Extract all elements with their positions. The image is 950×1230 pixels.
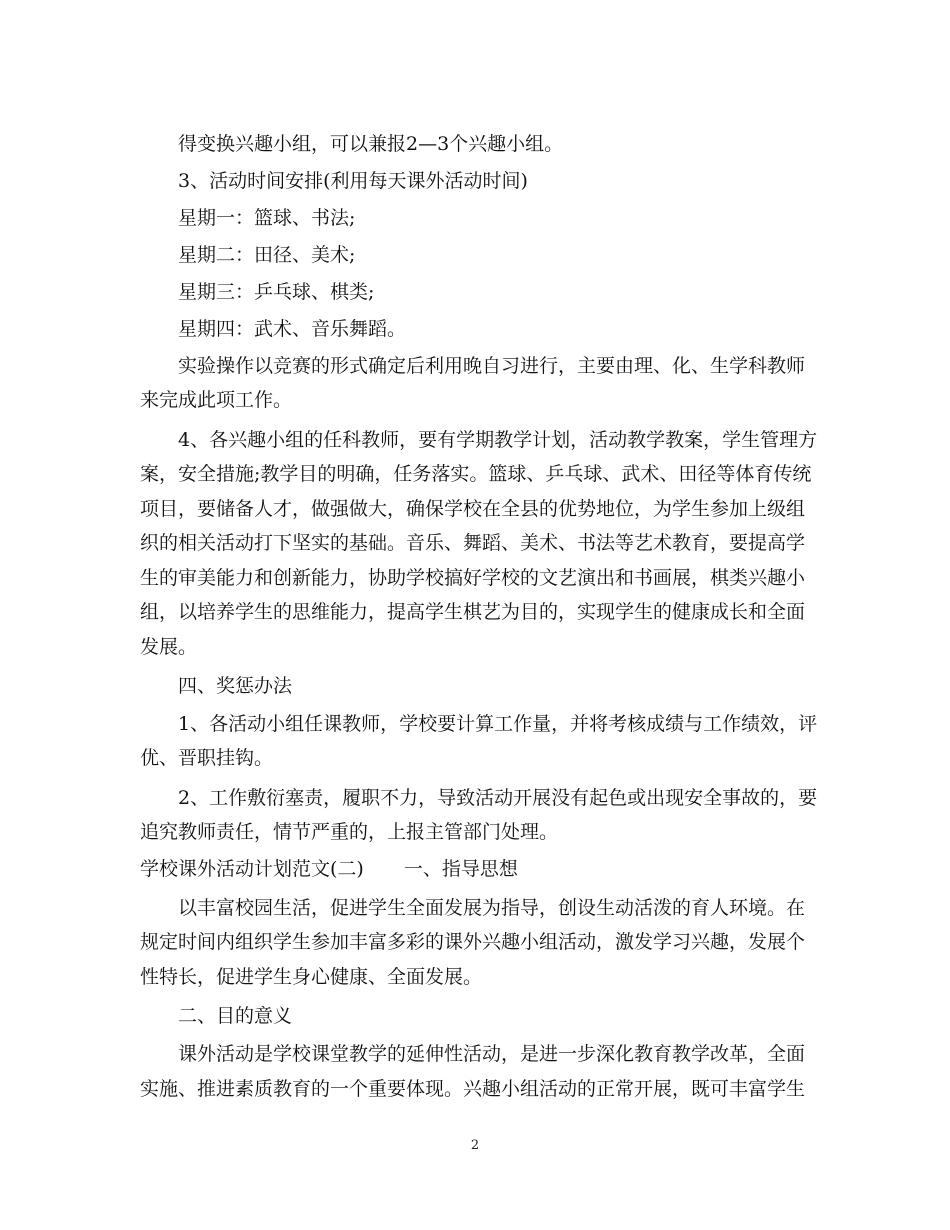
paragraph-line: 发展。 bbox=[140, 636, 198, 658]
section-heading: 一、指导思想 bbox=[403, 858, 518, 880]
paragraph-line: 组，以培养学生的思维能力，提高学生棋艺为目的，实现学生的健康成长和全面 bbox=[140, 601, 806, 623]
paragraph-line: 案，安全措施;教学目的明确，任务落实。篮球、乒乓球、武术、田径等体育传统 bbox=[140, 463, 812, 485]
section-heading: 四、奖惩办法 bbox=[178, 675, 293, 697]
document-title: 学校课外活动计划范文(二) bbox=[140, 858, 364, 880]
paragraph-line: 生的审美能力和创新能力，协助学校搞好学校的文艺演出和书画展，棋类兴趣小 bbox=[140, 567, 806, 589]
paragraph-line: 优、晋职挂钩。 bbox=[140, 747, 274, 769]
paragraph-line: 课外活动是学校课堂教学的延伸性活动，是进一步深化教育教学改革，全面 bbox=[178, 1043, 806, 1065]
schedule-monday: 星期一：篮球、书法; bbox=[178, 207, 356, 229]
schedule-tuesday: 星期二：田径、美术; bbox=[178, 244, 356, 266]
paragraph-line: 性特长，促进学生身心健康、全面发展。 bbox=[140, 966, 483, 988]
paragraph-line: 得变换兴趣小组，可以兼报2—3个兴趣小组。 bbox=[178, 133, 564, 155]
paragraph-line: 4、各兴趣小组的任科教师，要有学期教学计划，活动教学教案，学生管理方 bbox=[178, 429, 818, 451]
schedule-thursday: 星期四：武术、音乐舞蹈。 bbox=[178, 318, 407, 340]
paragraph-line: 追究教师责任，情节严重的，上报主管部门处理。 bbox=[140, 821, 559, 843]
section-heading: 二、目的意义 bbox=[178, 1005, 293, 1027]
page-number: 2 bbox=[470, 1138, 480, 1153]
paragraph-line: 1、各活动小组任课教师，学校要计算工作量，并将考核成绩与工作绩效，评 bbox=[178, 713, 818, 735]
section-heading: 3、活动时间安排(利用每天课外活动时间) bbox=[178, 170, 528, 192]
paragraph-line: 来完成此项工作。 bbox=[140, 389, 293, 411]
paragraph-line: 以丰富校园生活，促进学生全面发展为指导，创设生动活泼的育人环境。在 bbox=[178, 897, 806, 919]
schedule-wednesday: 星期三：乒乓球、棋类; bbox=[178, 281, 375, 303]
paragraph-line: 织的相关活动打下坚实的基础。音乐、舞蹈、美术、书法等艺术教育，要提高学 bbox=[140, 532, 806, 554]
paragraph-line: 项目，要储备人才，做强做大，确保学校在全县的优势地位，为学生参加上级组 bbox=[140, 498, 806, 520]
paragraph-line: 实施、推进素质教育的一个重要体现。兴趣小组活动的正常开展，既可丰富学生 bbox=[140, 1078, 806, 1100]
document-title-line bbox=[0, 857, 950, 881]
paragraph-line: 规定时间内组织学生参加丰富多彩的课外兴趣小组活动，激发学习兴趣，发展个 bbox=[140, 931, 806, 953]
paragraph-line: 2、工作敷衍塞责，履职不力，导致活动开展没有起色或出现安全事故的，要 bbox=[178, 787, 818, 809]
paragraph-line: 实验操作以竞赛的形式确定后利用晚自习进行，主要由理、化、生学科教师 bbox=[178, 355, 806, 377]
